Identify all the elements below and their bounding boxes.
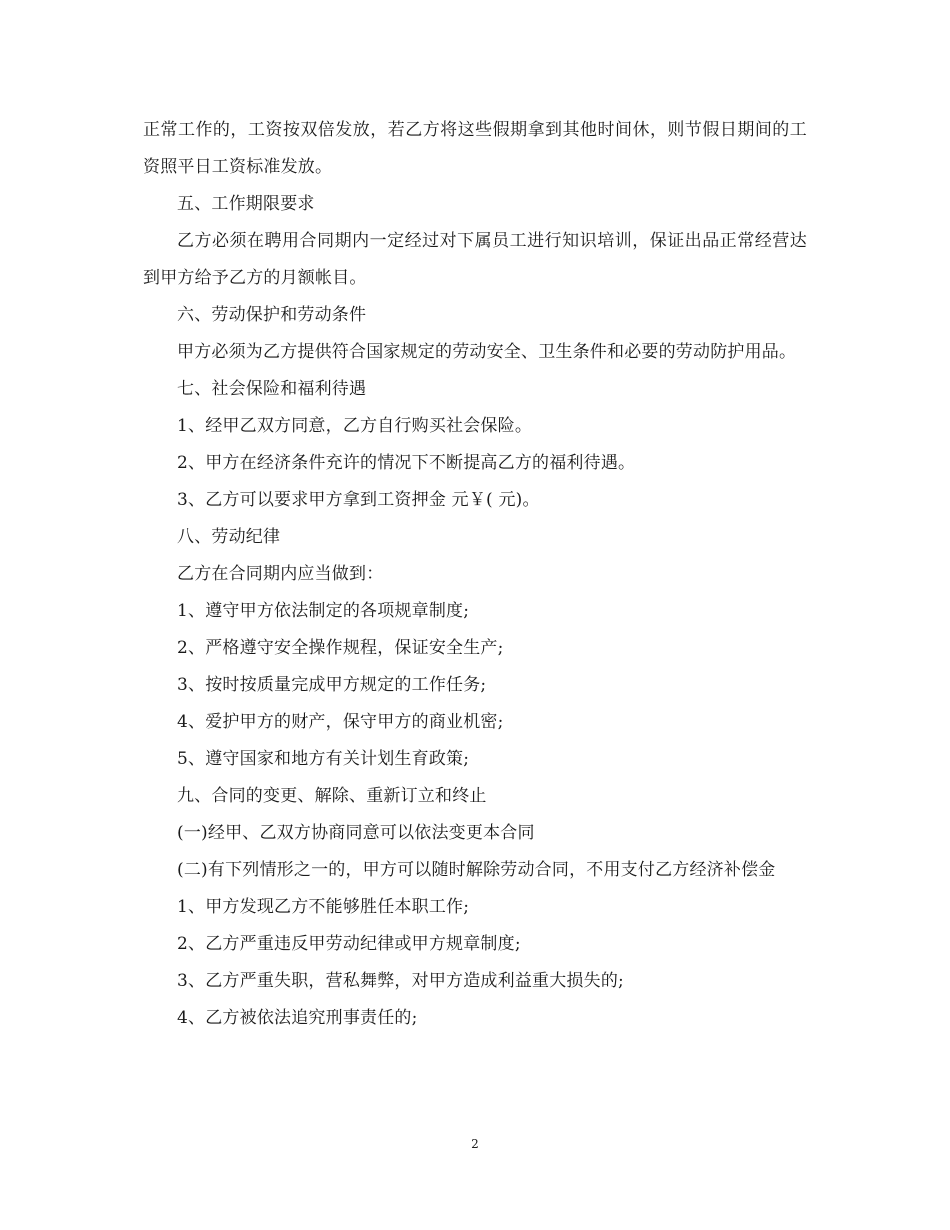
paragraph: 七、社会保险和福利待遇 (177, 379, 367, 399)
paragraph: 乙方在合同期内应当做到： (177, 564, 384, 584)
paragraph: 5、遵守国家和地方有关计划生育政策; (177, 749, 470, 769)
paragraph: 乙方必须在聘用合同期内一定经过对下属员工进行知识培训，保证出品正常经营达到甲方给予乙方的月额帐目。 (143, 231, 807, 288)
page-number: 2 (471, 1137, 479, 1151)
paragraph: 2、甲方在经济条件充许的情况下不断提高乙方的福利待遇。 (177, 453, 636, 473)
paragraph: 八、劳动纪律 (177, 527, 281, 547)
paragraph: 九、合同的变更、解除、重新订立和终止 (177, 786, 487, 806)
paragraph: 2、严格遵守安全操作规程，保证安全生产; (177, 638, 504, 658)
paragraph: 五、工作期限要求 (177, 194, 315, 214)
paragraph: (一)经甲、乙双方协商同意可以依法变更本合同 (177, 823, 535, 843)
paragraph: 正常工作的，工资按双倍发放，若乙方将这些假期拿到其他时间休，则节假日期间的工资照平日工资标准发放。 (143, 120, 807, 177)
paragraph: 3、乙方严重失职，营私舞弊，对甲方造成利益重大损失的; (177, 971, 624, 991)
paragraph: 1、甲方发现乙方不能够胜任本职工作; (177, 897, 470, 917)
paragraph: 六、劳动保护和劳动条件 (177, 305, 367, 325)
paragraph: 3、按时按质量完成甲方规定的工作任务; (177, 675, 487, 695)
paragraph: 4、爱护甲方的财产，保守甲方的商业机密; (177, 712, 504, 732)
paragraph: 1、经甲乙双方同意，乙方自行购买社会保险。 (177, 416, 533, 436)
paragraph: (二)有下列情形之一的，甲方可以随时解除劳动合同，不用支付乙方经济补偿金 (177, 860, 776, 880)
paragraph: 1、遵守甲方依法制定的各项规章制度; (177, 601, 470, 621)
paragraph: 甲方必须为乙方提供符合国家规定的劳动安全、卫生条件和必要的劳动防护用品。 (177, 342, 797, 362)
paragraph: 3、乙方可以要求甲方拿到工资押金 元￥( 元)。 (177, 490, 540, 510)
paragraph: 2、乙方严重违反甲劳动纪律或甲方规章制度; (177, 934, 521, 954)
paragraph: 4、乙方被依法追究刑事责任的; (177, 1008, 418, 1028)
document-body (143, 112, 807, 1037)
